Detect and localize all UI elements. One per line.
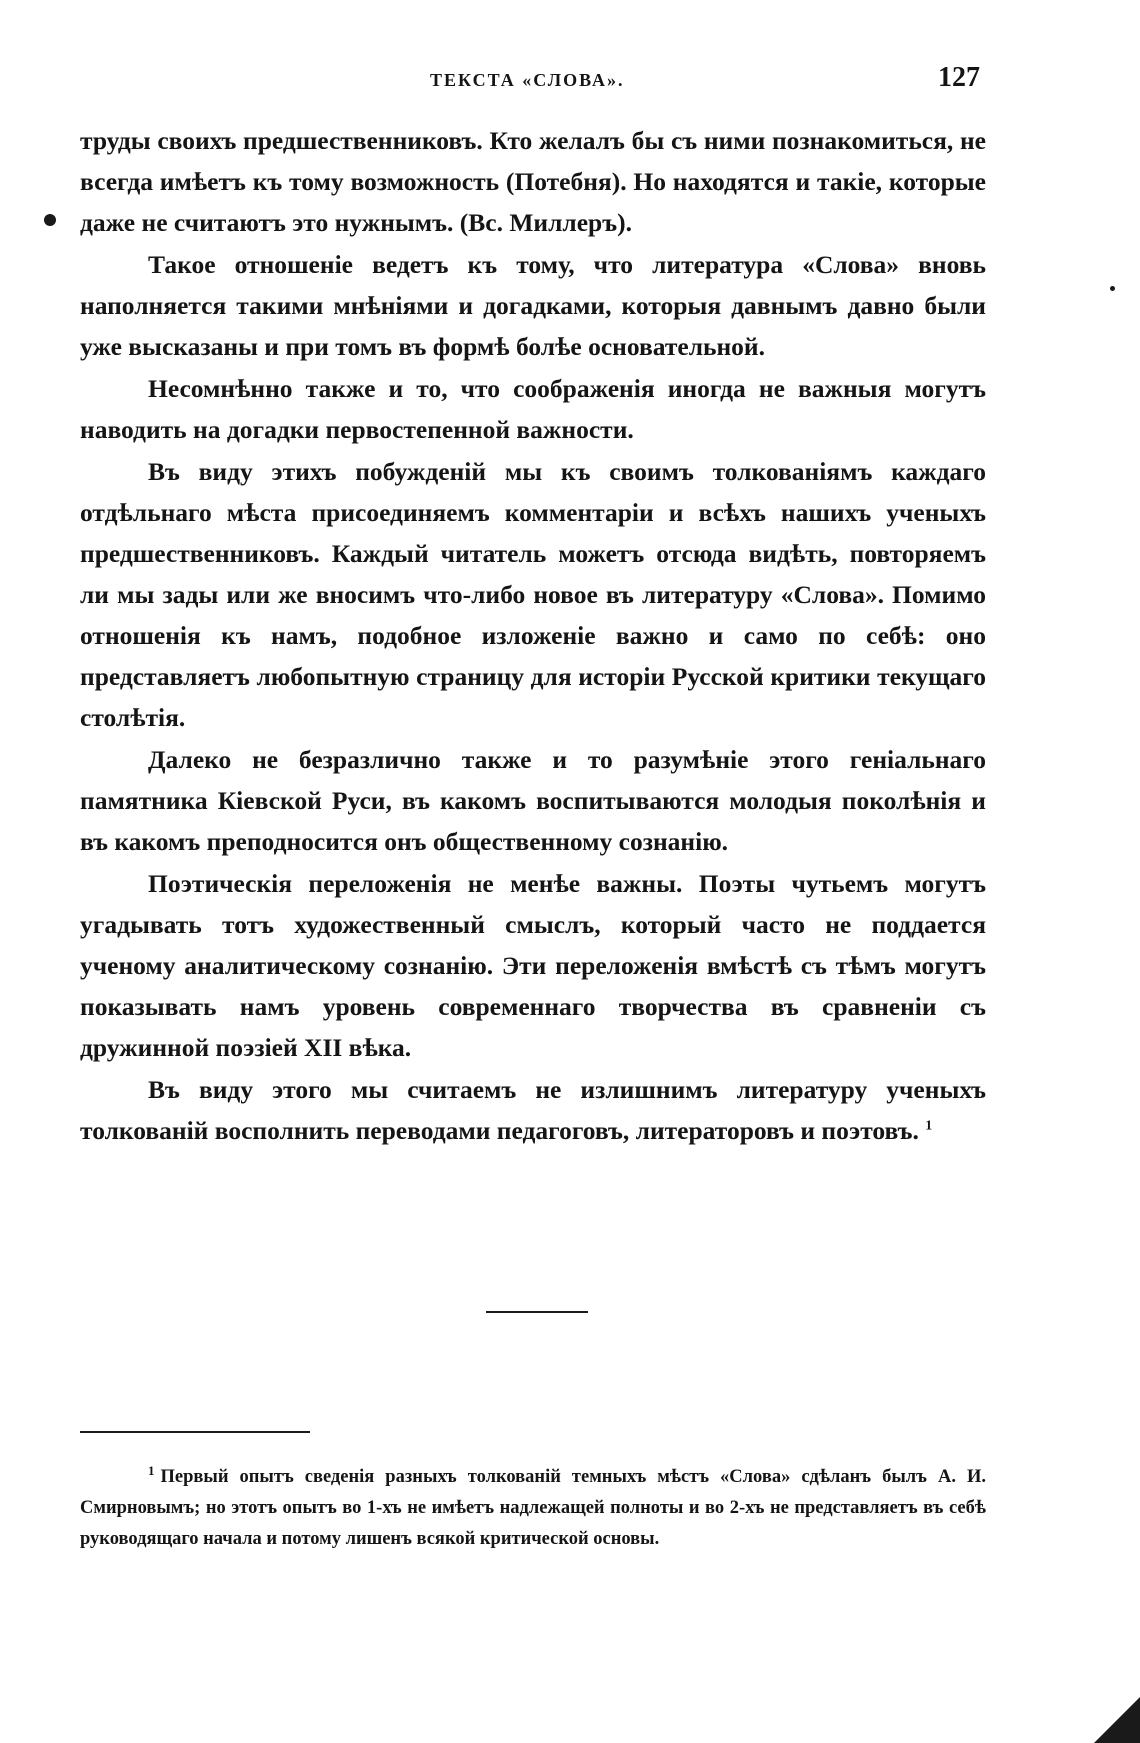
running-title: ТЕКСТА «СЛОВА». <box>430 70 625 90</box>
ink-speck <box>1110 286 1115 291</box>
footnote-reference: 1 <box>925 1118 933 1134</box>
paragraph <box>80 451 986 738</box>
paragraph-continued <box>80 120 986 243</box>
scan-corner-mark <box>1094 1697 1140 1743</box>
ink-blot <box>44 214 56 226</box>
paragraph <box>80 1069 986 1151</box>
footnote: 1 Первый опытъ сведенія разныхъ толкованій темныхъ мѣстъ «Слова» сдѣланъ былъ А. И. Смирновымъ; но этотъ опытъ во 1-хъ не имѣетъ надлежащей полноты и во 2-хъ не представляетъ въ себѣ руководящаго начала и потому лишенъ всякой критической основы. <box>80 1462 986 1549</box>
paragraph <box>80 863 986 1068</box>
paragraph-text: Далеко не безразлично также и то разумѣніе этого геніальнаго памятника Кіевской Руси, въ какомъ воспитываются молодыя поколѣнія и въ какомъ преподносится онъ общественному сознанію. <box>80 745 986 856</box>
paragraph-text: Въ виду этого мы считаемъ не излишнимъ литературу ученыхъ толкованій восполнить переводами педагоговъ, литераторовъ и поэтовъ. <box>80 1075 986 1145</box>
paragraph <box>80 739 986 862</box>
paragraph <box>80 368 986 450</box>
paragraph-text: труды своихъ предшественниковъ. Кто желалъ бы съ ними познакомиться, не всегда имѣетъ къ тому возможность (Потебня). Но находятся и такіе, которые даже не считаютъ это нужнымъ. (Вс. Миллеръ). <box>80 126 986 237</box>
footnote-text: Первый опытъ сведенія разныхъ толкованій темныхъ мѣстъ «Слова» сдѣланъ былъ А. И. Смирновымъ; но этотъ опытъ во 1-хъ не имѣетъ надлежащей полноты и во 2-хъ не представляетъ въ себѣ руководящаго начала и потому лишенъ всякой критической основы. <box>80 1467 986 1549</box>
paragraph-text: Несомнѣнно также и то, что соображенія иногда не важныя могутъ наводить на догадки первостепенной важности. <box>80 374 986 444</box>
paragraph-text: Въ виду этихъ побужденій мы къ своимъ толкованіямъ каждаго отдѣльнаго мѣста присоединяемъ комментаріи и всѣхъ нашихъ ученыхъ предшественниковъ. Каждый читатель можетъ отсюда видѣть, повторяемъ ли мы зады или же вносимъ что-либо новое въ литературу «Слова». Помимо отношенія къ намъ, подобное изложеніе важно и само по себѣ: оно представляетъ любопытную страницу для исторіи Русской критики текущаго столѣтія. <box>80 457 986 732</box>
paragraph-text: Поэтическія переложенія не менѣе важны. Поэты чутьемъ могутъ угадывать тотъ художественный смыслъ, который часто не поддается ученому аналитическому сознанію. Эти переложенія вмѣстѣ съ тѣмъ могутъ показывать намъ уровень современнаго творчества въ сравненіи съ дружинной поэзіей XII вѣка. <box>80 869 986 1062</box>
section-divider <box>486 1311 588 1313</box>
paragraph <box>80 244 986 367</box>
page-number: 127 <box>938 62 980 93</box>
main-text <box>80 120 986 1151</box>
footnote-separator <box>80 1431 310 1433</box>
paragraph-text: Такое отношеніе ведетъ къ тому, что литература «Слова» вновь наполняется такими мнѣніями и догадками, которыя давнымъ давно были уже высказаны и при томъ въ формѣ болѣе основательной. <box>80 250 986 361</box>
